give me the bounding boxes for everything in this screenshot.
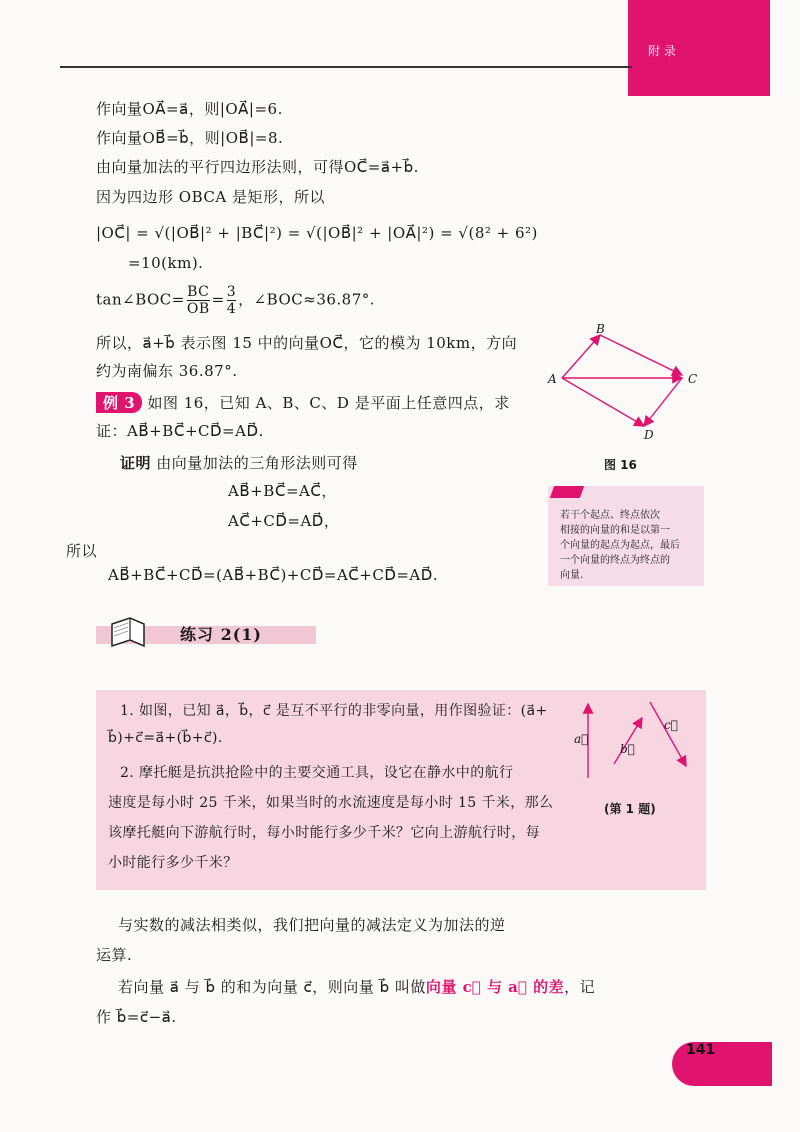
vector-ab: [562, 335, 600, 378]
body-line-1: 作向量OA⃗=a⃗，则|OA⃗|=6.: [96, 100, 283, 118]
fraction-bc-ob: [187, 284, 210, 317]
body-line-4: 因为四边形 OBCA 是矩形，所以: [96, 188, 325, 206]
body-line-3: 由向量加法的平行四边形法则，可得OC⃗=a⃗+b⃗.: [96, 158, 419, 176]
header-rule: [60, 66, 632, 68]
proof-label: 证明: [120, 454, 152, 472]
bottom-line-3-prefix: 若向量 a⃗ 与 b⃗ 的和为向量 c⃗，则向量 b⃗ 叫做: [118, 978, 426, 996]
practice-vectors-diagram: [570, 694, 700, 794]
question-1-line-2: b⃗)+c⃗=a⃗+(b⃗+c⃗).: [108, 730, 223, 746]
question-1-line-1: 1. 如图，已知 a⃗，b⃗，c⃗ 是互不平行的非零向量，用作图验证：(a⃗+: [120, 703, 548, 719]
formula-result: =10(km).: [128, 254, 204, 272]
side-note-line: 个向量的起点为起点，最后: [560, 540, 680, 551]
point-a-label: A: [548, 372, 557, 386]
definition-term: 向量 c⃗ 与 a⃗ 的差: [425, 978, 565, 996]
fraction-3-4: [227, 284, 236, 317]
example-text: 如图 16，已知 A、B、C、D 是平面上任意四点，求: [142, 394, 510, 412]
vector-c: [650, 702, 686, 766]
fraction-numerator: BC: [187, 284, 210, 300]
bottom-line-2: 运算.: [96, 946, 133, 964]
vector-cd: [644, 378, 682, 426]
equation-1: AB⃗+BC⃗=AC⃗，: [228, 482, 337, 500]
formula-modulus: |OC⃗| = √(|OB⃗|² + |BC⃗|²) = √(|OB⃗|² + |OA⃗|²) = √(8² + 6²): [96, 224, 538, 242]
body-line-8: 所以，a⃗+b⃗ 表示图 15 中的向量OC⃗，它的模为 10km，方向: [96, 334, 518, 352]
book-icon: [108, 614, 148, 650]
vector-a-label: a⃗: [574, 732, 589, 746]
tan-suffix: ，∠BOC≈36.87°.: [238, 290, 376, 309]
point-d-label: D: [644, 428, 654, 442]
figure-16-caption: 图 16: [604, 458, 637, 472]
vector-ad: [562, 378, 644, 426]
example-tag: 例 3: [96, 392, 142, 413]
bottom-line-1: 与实数的减法相类似，我们把向量的减法定义为加法的逆: [118, 916, 506, 934]
fraction-denominator: 4: [226, 301, 237, 317]
tan-equals: =: [211, 290, 225, 309]
tan-prefix: tan∠BOC=: [96, 290, 185, 309]
proof-text: 由向量加法的三角形法则可得: [151, 454, 358, 472]
practice-title: 练习 2(1): [180, 625, 262, 644]
bottom-line-3: [118, 976, 595, 997]
side-note-line: 向量.: [560, 570, 584, 581]
point-c-label: C: [688, 372, 698, 386]
formula-tan: [96, 284, 375, 317]
body-line-15: 所以: [66, 542, 98, 560]
practice-figure-caption: (第 1 题): [604, 802, 656, 816]
section-label: 附 录: [648, 44, 676, 58]
body-line-9: 约为南偏东 36.87°.: [96, 362, 238, 380]
vector-b: [614, 718, 642, 764]
bottom-line-4: 作 b⃗=c⃗−a⃗.: [96, 1008, 177, 1026]
question-2-line-4: 小时能行多少千米？: [108, 855, 238, 871]
vector-bc: [600, 335, 682, 375]
point-b-label: B: [596, 322, 605, 336]
question-2-line-2: 速度是每小时 25 千米，如果当时的水流速度是每小时 15 千米，那么: [108, 795, 554, 811]
side-note-stripe: [550, 486, 584, 498]
body-line-2: 作向量OB⃗=b⃗，则|OB⃗|=8.: [96, 129, 284, 147]
side-note-line: 一个向量的终点为终点的: [560, 555, 670, 566]
page-header: [0, 0, 800, 92]
body-line-11: 证：AB⃗+BC⃗+CD⃗=AD⃗.: [96, 422, 264, 440]
fraction-numerator: 3: [226, 284, 237, 300]
vector-c-label: c⃗: [664, 718, 678, 732]
proof-line: [120, 452, 358, 473]
question-2-line-1: 2. 摩托艇是抗洪抢险中的主要交通工具，设它在静水中的航行: [120, 765, 514, 781]
equation-2: AC⃗+CD⃗=AD⃗，: [228, 512, 340, 530]
example-line: [96, 392, 510, 413]
fraction-denominator: OB: [186, 301, 210, 317]
vector-b-label: b⃗: [620, 742, 635, 756]
equation-final: AB⃗+BC⃗+CD⃗=(AB⃗+BC⃗)+CD⃗=AC⃗+CD⃗=AD⃗.: [108, 566, 439, 584]
figure-16-diagram: [540, 318, 710, 448]
page-number: 141: [686, 1042, 716, 1058]
bottom-line-3-suffix: ，记: [564, 978, 596, 996]
question-2-line-3: 该摩托艇向下游航行时，每小时能行多少千米？它向上游航行时，每: [108, 825, 540, 841]
side-note-line: 若干个起点、终点依次: [560, 510, 660, 521]
side-note-line: 相接的向量的和是以第一: [560, 525, 670, 536]
